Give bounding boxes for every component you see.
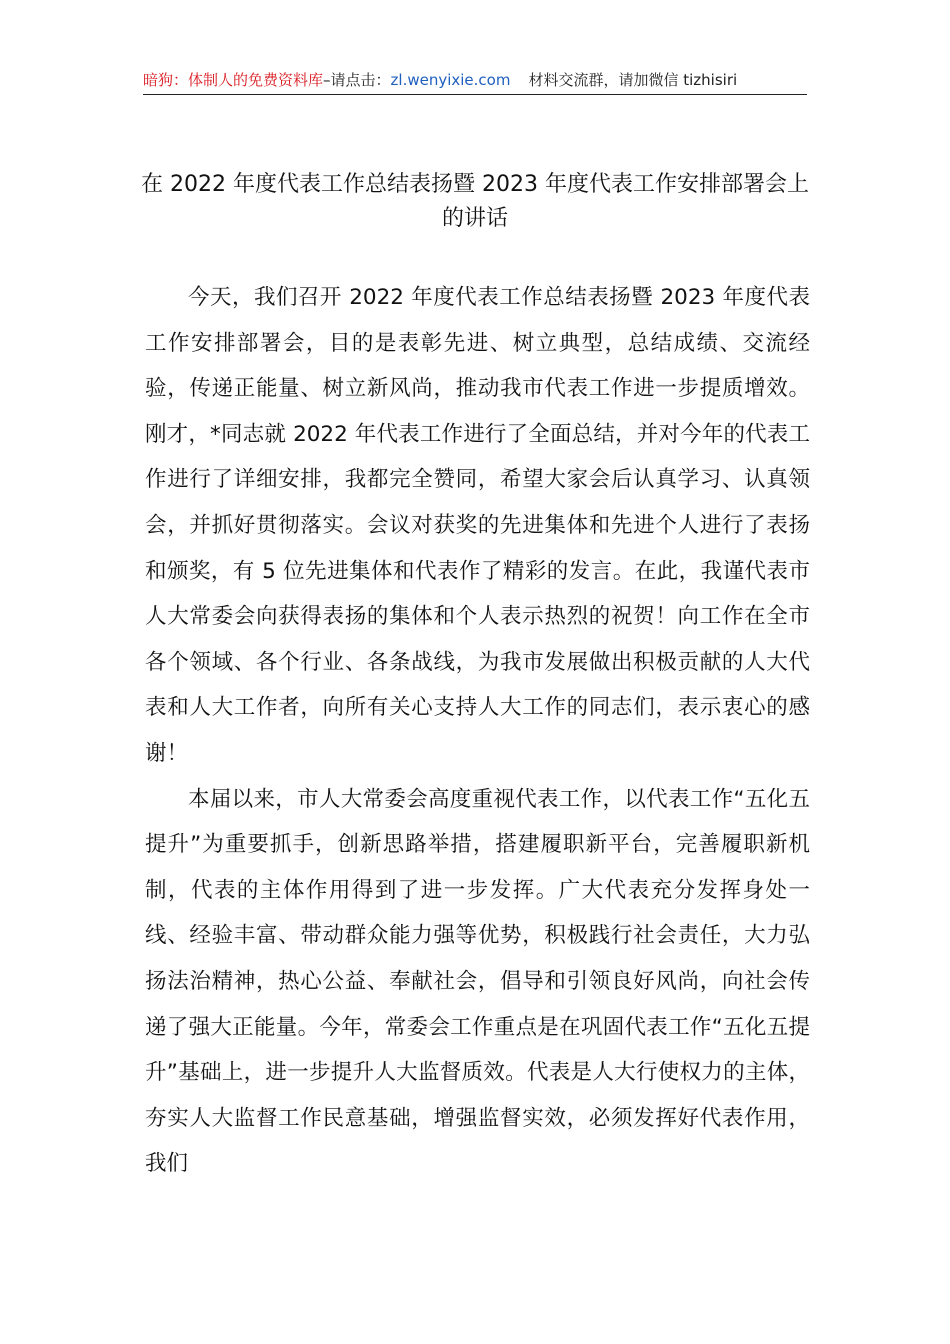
header-click-prefix: –请点击： — [323, 71, 391, 89]
header-brand: 暗狗：体制人的免费资料库 — [143, 71, 324, 89]
header-group-info: 材料交流群，请加微信 tizhisiri — [528, 71, 738, 89]
document-body — [145, 275, 810, 1187]
page-header — [143, 66, 807, 95]
header-link[interactable]: zl.wenyixie.com — [390, 71, 511, 89]
document-title: 在 2022 年度代表工作总结表扬暨 2023 年度代表工作安排部署会上的讲话 — [141, 172, 809, 231]
body-paragraph: 本届以来，市人大常委会高度重视代表工作，以代表工作“五化五提升”为重要抓手，创新思路举措，搭建履职新平台，完善履职新机制，代表的主体作用得到了进一步发挥。广大代表充分发挥身处一线、经验丰富、带动群众能力强等优势，积极践行社会责任，大力弘扬法治精神，热心公益、奉献社会，倡导和引领良好风尚，向社会传递了强大正能量。今年，常委会工作重点是在巩固代表工作“五化五提升”基础上，进一步提升人大监督质效。代表是人大行使权力的主体，夯实人大监督工作民意基础，增强监督实效，必须发挥好代表作用，我们 — [145, 786, 810, 1177]
body-paragraph: 今天，我们召开 2022 年度代表工作总结表扬暨 2023 年度代表工作安排部署会，目的是表彰先进、树立典型，总结成绩、交流经验，传递正能量、树立新风尚，推动我市代表工作进一步提质增效。刚才，*同志就 2022 年代表工作进行了全面总结，并对今年的代表工作进行了详细安排，我都完全赞同，希望大家会后认真学习、认真领会，并抓好贯彻落实。会议对获奖的先进集体和先进个人进行了表扬和颁奖，有 5 位先进集体和代表作了精彩的发言。在此，我谨代表市人大常委会向获得表扬的集体和个人表示热烈的祝贺！向工作在全市各个领域、各个行业、各条战线，为我市发展做出积极贡献的人大代表和人大工作者，向所有关心支持人大工作的同志们，表示衷心的感谢！ — [145, 285, 810, 766]
